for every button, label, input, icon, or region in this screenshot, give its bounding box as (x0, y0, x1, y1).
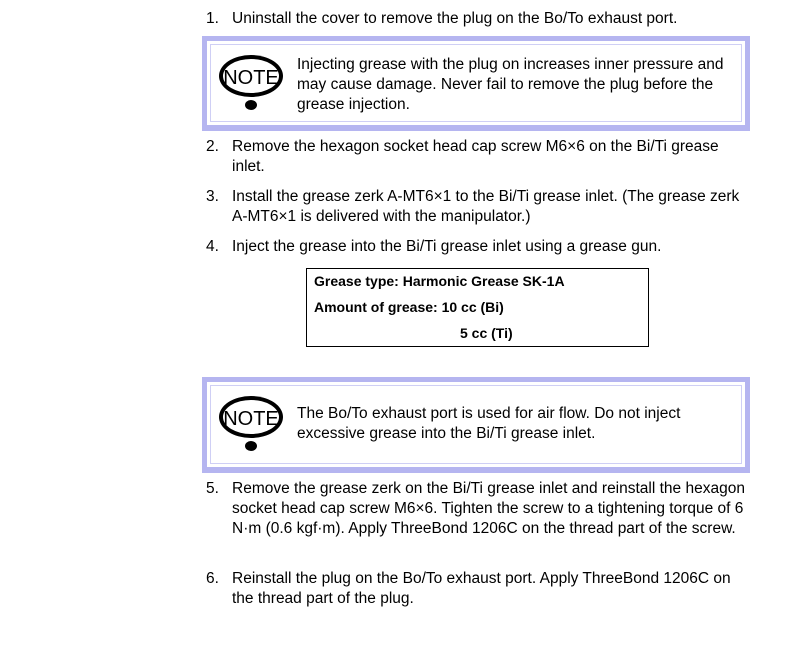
step-number: 3. (206, 188, 219, 205)
grease-spec-box (306, 268, 649, 347)
note-box-1 (202, 36, 750, 131)
step-1 (206, 9, 751, 29)
step-4 (206, 237, 751, 257)
step-text: Install the grease zerk A-MT6×1 to the Bi/Ti grease inlet. (The grease zerk A-MT6×1 is delivered with the manipulator.) (232, 188, 740, 225)
note-icon-label: NOTE (223, 408, 279, 430)
note-text: The Bo/To exhaust port is used for air flow. Do not inject excessive grease into the Bi/Ti grease inlet. (297, 405, 681, 442)
step-text: Remove the grease zerk on the Bi/Ti grease inlet and reinstall the hexagon socket head cap screw M6×6. Tighten the screw to a tightening torque of 6 N·m (0.6 kgf·m). Apply ThreeBond 1206C on the thread part of the screw. (232, 480, 745, 537)
step-5 (206, 479, 751, 539)
step-number: 4. (206, 238, 219, 255)
step-text: Reinstall the plug on the Bo/To exhaust port. Apply ThreeBond 1206C on the thread part of the plug. (232, 570, 731, 607)
step-2 (206, 137, 751, 177)
note-box-2 (202, 377, 750, 473)
step-text: Remove the hexagon socket head cap screw M6×6 on the Bi/Ti grease inlet. (232, 138, 719, 175)
step-3 (206, 187, 751, 227)
step-text: Inject the grease into the Bi/Ti grease inlet using a grease gun. (232, 238, 662, 255)
step-number: 2. (206, 138, 219, 155)
grease-amount-line-2: 5 cc (Ti) (460, 325, 513, 341)
grease-amount-line: Amount of grease: 10 cc (Bi) (314, 299, 504, 315)
note-icon-label: NOTE (223, 67, 279, 89)
note-icon (218, 395, 284, 453)
step-number: 5. (206, 480, 219, 497)
note-text: Injecting grease with the plug on increases inner pressure and may cause damage. Never fail to remove the plug before the grease injection. (297, 56, 724, 113)
step-6 (206, 569, 751, 609)
note-icon (218, 54, 284, 112)
step-number: 1. (206, 10, 219, 27)
step-text: Uninstall the cover to remove the plug on the Bo/To exhaust port. (232, 10, 678, 27)
step-number: 6. (206, 570, 219, 587)
grease-type-line: Grease type: Harmonic Grease SK-1A (314, 273, 565, 289)
